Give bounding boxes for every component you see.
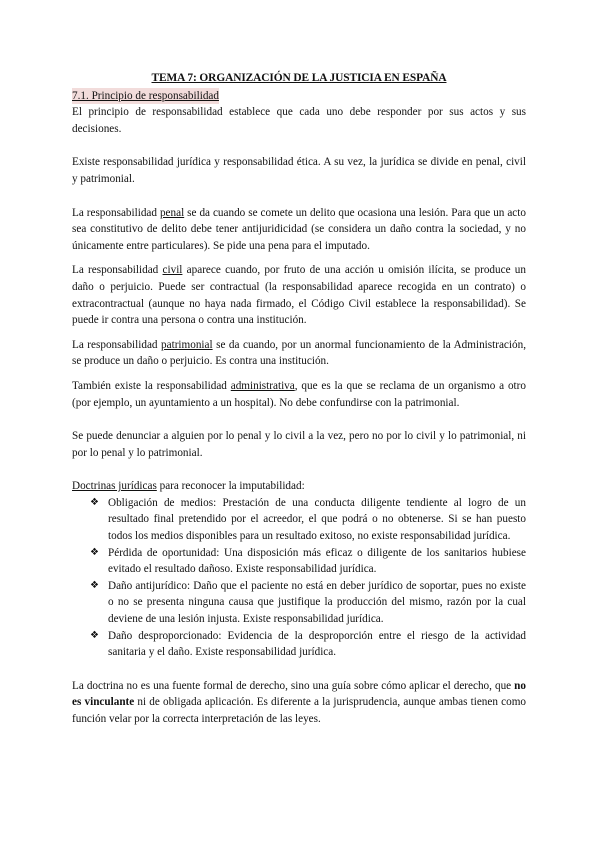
term-doctrinas: Doctrinas jurídicas — [72, 480, 157, 493]
list-item: ❖ Daño antijurídico: Daño que el paciente no está en deber jurídico de soportar, pues no existe o no se presenta ninguna causa que justifique la producción del mismo, razón por la cual deviene de una lesión injusta. Existe responsabilidad jurídica. — [90, 579, 526, 626]
diamond-bullet-icon: ❖ — [90, 579, 99, 591]
section-heading-row — [72, 88, 526, 105]
term-administrativa: administrativa — [230, 379, 295, 392]
list-item: ❖ Pérdida de oportunidad: Una disposición más eficaz o diligente de los sanitarios hubiese evitado el resultado dañoso. Existe responsabilidad jurídica. — [90, 546, 526, 576]
paragraph-doctrines-intro: Doctrinas jurídicas para reconocer la imputabilidad: — [72, 480, 305, 493]
paragraph-administrativa: También existe la responsabilidad administrativa, que es la que se reclama de un organismo a otro (por ejemplo, un ayuntamiento a un hospital). No debe confundirse con la patrimonial. — [72, 379, 526, 409]
list-item: ❖ Daño desproporcionado: Evidencia de la desproporción entre el riesgo de la actividad sanitaria y el daño. Existe responsabilidad jurídica. — [90, 629, 526, 659]
paragraph-penal: La responsabilidad penal se da cuando se comete un delito que ocasiona una lesión. Para que un acto sea constitutivo de delito debe tener antijuridicidad (se considera un daño contra la sociedad, y no únicamente entre particulares). Se pide una pena para el imputado. — [72, 206, 526, 252]
document-title: TEMA 7: ORGANIZACIÓN DE LA JUSTICIA EN ESPAÑA — [151, 72, 447, 84]
doctrines-list — [72, 495, 526, 661]
document-page — [72, 70, 526, 728]
paragraph-types: Existe responsabilidad jurídica y responsabilidad ética. A su vez, la jurídica se divide en penal, civil y patrimonial. — [72, 156, 526, 185]
section-heading: 7.1. Principio de responsabilidad — [72, 88, 219, 105]
term-penal: penal — [159, 206, 185, 219]
paragraph-patrimonial: La responsabilidad patrimonial se da cuando, por un anormal funcionamiento de la Administración, se produce un daño o perjuicio. Es contra una institución. — [72, 338, 526, 368]
diamond-bullet-icon: ❖ — [90, 496, 99, 508]
term-patrimonial: patrimonial — [161, 338, 213, 351]
list-item: ❖ Obligación de medios: Prestación de una conducta diligente tendiente al logro de un resultado final pretendido por el acreedor, el que podrá o no obtenerse. Si se han puesto todos los medios disponibles para un resultado exitoso, no existe responsabilidad jurídica. — [90, 496, 526, 543]
paragraph-principle: El principio de responsabilidad establece que cada uno debe responder por sus actos y sus decisiones. — [72, 106, 526, 135]
diamond-bullet-icon: ❖ — [90, 546, 99, 558]
paragraph-denunciar: Se puede denunciar a alguien por lo penal y lo civil a la vez, pero no por lo civil y lo patrimonial, ni por lo penal y lo patrimonial. — [72, 430, 526, 459]
paragraph-closing: La doctrina no es una fuente formal de derecho, sino una guía sobre cómo aplicar el derecho, que no es vinculante ni de obligada aplicación. Es diferente a la jurisprudencia, aunque ambas tienen como función velar por la correcta interpretación de las leyes. — [72, 679, 526, 725]
paragraph-civil: La responsabilidad civil aparece cuando, por fruto de una acción u omisión ilícita, se produce un daño o perjuicio. Puede ser contractual (la responsabilidad aparece recogida en un contrato) o extracontractual (aunque no haya nada firmado, el Código Civil establece la responsabilidad). Se puede ir contra una persona o contra una institución. — [72, 264, 526, 327]
term-civil: civil — [162, 264, 183, 277]
diamond-bullet-icon: ❖ — [90, 629, 99, 641]
term-no-vinculante: no es vinculante — [72, 679, 526, 709]
